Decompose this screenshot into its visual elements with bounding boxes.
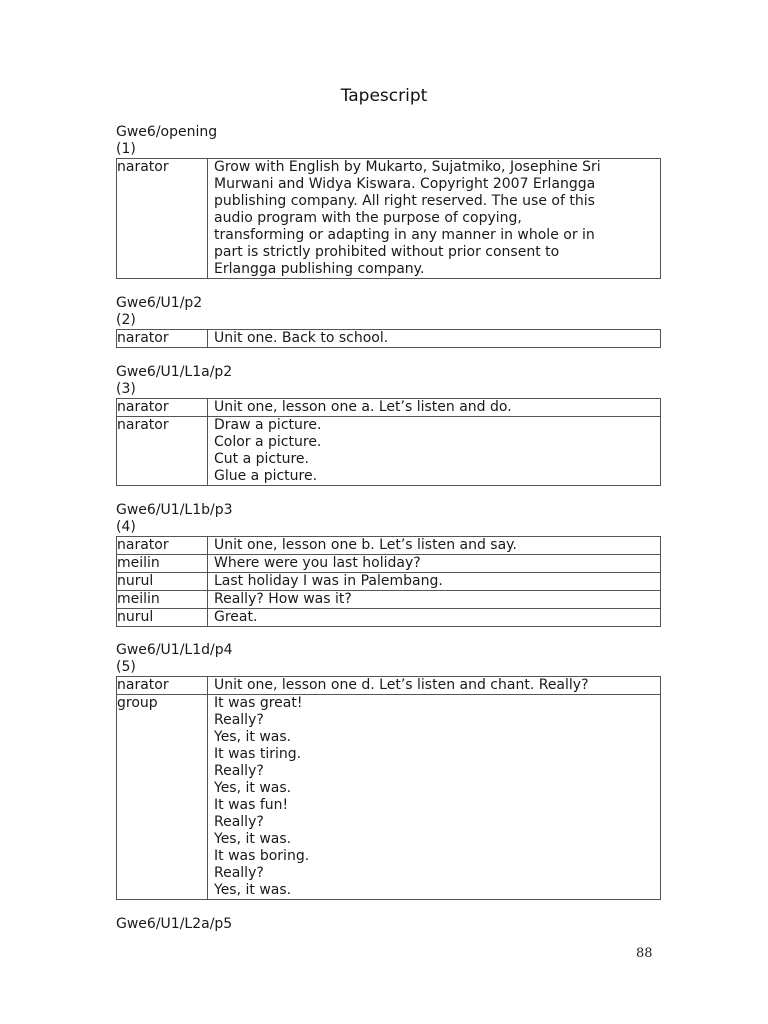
text-cell: Unit one. Back to school. [208,330,661,348]
text-cell: Unit one, lesson one a. Let’s listen and do. [208,399,661,417]
script-table [116,536,661,627]
table-row [117,330,661,348]
text-cell: Unit one, lesson one d. Let’s listen and chant. Really? [208,677,661,695]
tapescript-section-3 [116,364,661,486]
track-number: (5) [116,659,136,675]
table-row [117,417,661,486]
speaker-cell: meilin [117,591,208,609]
table-row [117,573,661,591]
track-number: (4) [116,519,136,535]
table-row [117,159,661,279]
script-table [116,398,661,486]
track-number: (1) [116,141,136,157]
tapescript-section-1 [116,124,661,279]
track-code: Gwe6/U1/L1a/p2 [116,364,233,380]
text-cell: Where were you last holiday? [208,555,661,573]
text-cell: Really? How was it? [208,591,661,609]
table-row [117,695,661,900]
tapescript-section-6 [116,916,661,933]
tapescript-section-2 [116,295,661,348]
table-row [117,537,661,555]
speaker-cell: narator [117,159,208,279]
speaker-cell: narator [117,399,208,417]
speaker-cell: group [117,695,208,900]
table-row [117,399,661,417]
track-number: (2) [116,312,136,328]
text-cell: It was great! Really? Yes, it was. It was tiring. Really? Yes, it was. It was fun! Really? Yes, it was. It was boring. Really? Yes, it was. [208,695,661,900]
table-row [117,555,661,573]
speaker-cell: nurul [117,609,208,627]
tapescript-section-4 [116,502,661,627]
track-number: (3) [116,381,136,397]
speaker-cell: narator [117,417,208,486]
table-row [117,591,661,609]
speaker-cell: nurul [117,573,208,591]
script-table [116,158,661,279]
table-row [117,677,661,695]
text-cell: Unit one, lesson one b. Let’s listen and say. [208,537,661,555]
text-cell: Draw a picture. Color a picture. Cut a picture. Glue a picture. [208,417,661,486]
speaker-cell: narator [117,537,208,555]
track-code: Gwe6/U1/L1d/p4 [116,642,233,658]
track-code: Gwe6/opening [116,124,218,140]
table-row [117,609,661,627]
text-cell: Great. [208,609,661,627]
page-title: Tapescript [340,86,428,106]
speaker-cell: narator [117,677,208,695]
script-table [116,329,661,348]
track-code: Gwe6/U1/p2 [116,295,203,311]
speaker-cell: narator [117,330,208,348]
page-number: 88 [636,946,653,961]
speaker-cell: meilin [117,555,208,573]
tapescript-section-5 [116,642,661,900]
track-code: Gwe6/U1/L2a/p5 [116,916,233,932]
text-cell: Grow with English by Mukarto, Sujatmiko, Josephine Sri Murwani and Widya Kiswara. Copyright 2007 Erlangga publishing company. All right reserved. The use of this audio program with the purpose of copying, transforming or adapting in any manner in whole or in part is strictly prohibited without prior consent to Erlangga publishing company. [208,159,661,279]
script-table [116,676,661,900]
track-code: Gwe6/U1/L1b/p3 [116,502,233,518]
text-cell: Last holiday I was in Palembang. [208,573,661,591]
